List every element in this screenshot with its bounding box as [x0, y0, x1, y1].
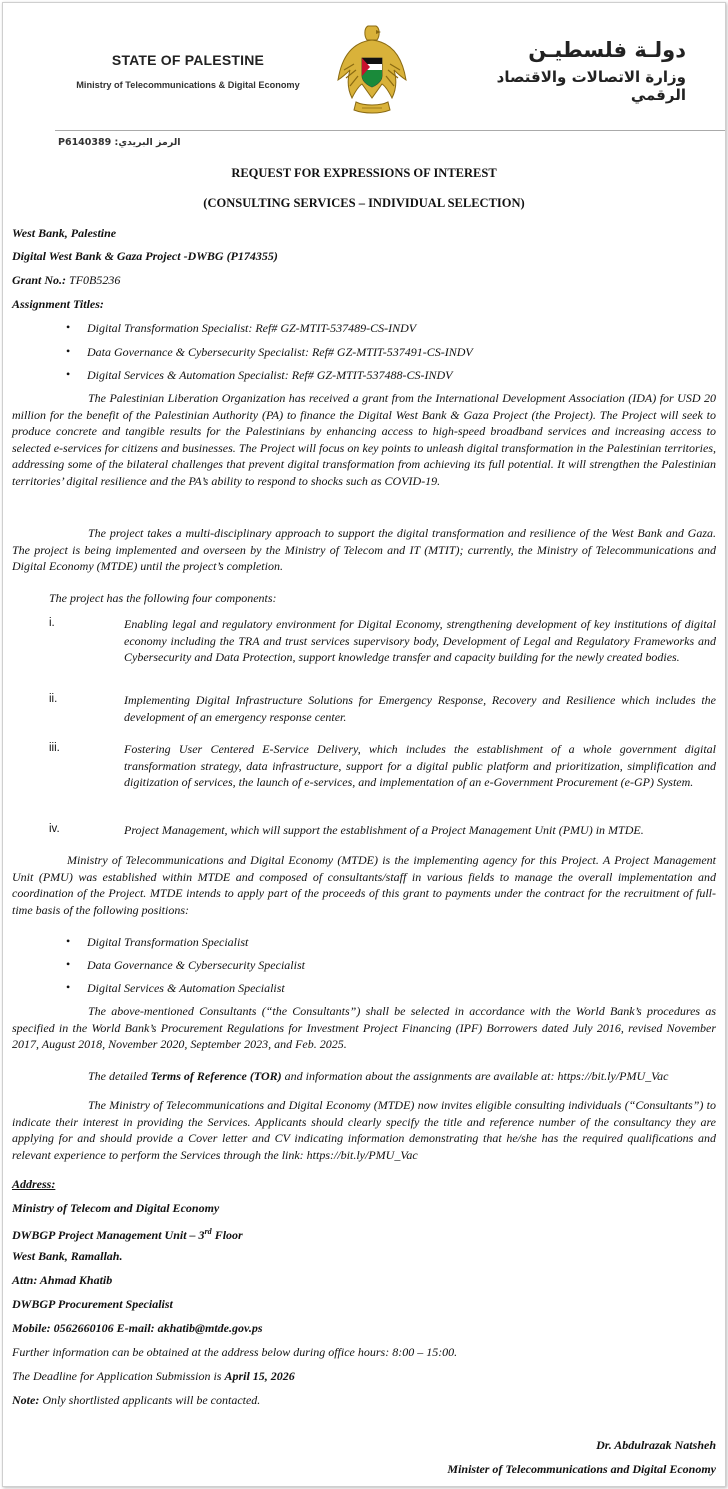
signatory-name: Dr. Abdulrazak Natsheh — [596, 1438, 716, 1452]
paragraph-tor — [88, 1068, 718, 1085]
postal-code: P6140389 :الرمز البريدي — [58, 137, 181, 148]
position-item: Digital Transformation Specialist — [87, 935, 249, 949]
address-label: Address: — [12, 1177, 56, 1191]
ordinal-suffix: rd — [204, 1227, 212, 1236]
state-name-english: STATE OF PALESTINE — [111, 52, 265, 68]
position-item: Digital Services & Automation Specialist — [87, 981, 285, 995]
component-number: iv. — [49, 823, 60, 835]
assignment-titles-label: Assignment Titles: — [12, 297, 104, 311]
grant-number — [12, 272, 120, 289]
tor-link-text: and information about the assignments are available at: https://bit.ly/PMU_Vac — [281, 1069, 669, 1083]
address-line — [12, 1224, 243, 1244]
state-name-arabic: دولـة فلسطيـن — [528, 38, 686, 62]
paragraph-invitation: The Ministry of Telecommunications and Digital Economy (MTDE) now invites eligible consulting individuals (“Consultants”) to indicate their interest in providing the Services. Applicants should clearly specify the title and reference number of the consultancy they are applying for and should provide a Cover letter and CV indicating information demonstrating that he/she has the required qualifications and relevant experience to perform the Services through the link: https://bit.ly/PMU_Vac — [12, 1098, 716, 1162]
paragraph-grant: The Palestinian Liberation Organization has received a grant from the International Development Association (IDA) for USD 20 million for the benefit of the Palestinian Authority (PA) to finance the Digital West Bank & Gaza Project (the Project). The Project will seek to produce concrete and tangible results for the Palestinians by enhancing access to high-speed broadband services and increasing access to selected e-services for citizens and businesses. The Project will focus on key points to unleash digital transformation in the Palestinian territories, addressing some of the bilateral challenges that prevent digital transformation from achieving its full potential. It will strengthen the Palestinian territories’ digital resilience and the PA’s ability to respond to shocks such as COVID-19. — [12, 391, 716, 488]
assignment-item: Digital Services & Automation Specialist: Ref# GZ-MTIT-537488-CS-INDV — [87, 368, 453, 382]
document-title: REQUEST FOR EXPRESSIONS OF INTEREST — [231, 166, 497, 180]
deadline-date: April 15, 2026 — [224, 1369, 295, 1383]
address-line: West Bank, Ramallah. — [12, 1249, 123, 1263]
letterhead-english — [58, 52, 318, 90]
paragraph-selection: The above-mentioned Consultants (“the Consultants”) shall be selected in accordance with the World Bank’s procedures as specified in the World Bank’s Procurement Regulations for Investment Project Financing (IPF) Borrowers dated July 2016, revised November 2017, August 2018, November 2020, September 2023, and Feb. 2025. — [12, 1004, 716, 1051]
address-line: Attn: Ahmad Khatib — [12, 1273, 113, 1287]
palestine-eagle-emblem — [334, 20, 410, 120]
letterhead-arabic — [470, 38, 686, 104]
grant-label: Grant No.: — [12, 273, 67, 287]
office-hours-info: Further information can be obtained at the address below during office hours: 8:00 – 15:00. — [12, 1345, 458, 1359]
address-line: Ministry of Telecom and Digital Economy — [12, 1201, 220, 1215]
location: West Bank, Palestine — [12, 226, 117, 240]
signatory-title: Minister of Telecommunications and Digital Economy — [447, 1462, 716, 1476]
bullet-icon: • — [66, 934, 71, 948]
header-divider — [55, 130, 725, 131]
bullet-icon: • — [66, 367, 71, 381]
grant-value: TF0B5236 — [66, 273, 121, 287]
component-text: Fostering User Centered E-Service Delivery, which includes the establishment of a whole government digital transformation strategy, data infrastructure, support for a digital public platform and prioritization, simplification and digitization of services, the launch of e-services, and implementation of an e-Government Procurement (e-GP) System. — [124, 742, 716, 789]
tor-text-pre: The detailed — [88, 1069, 151, 1083]
tor-label: Terms of Reference (TOR) — [150, 1069, 282, 1083]
position-item: Data Governance & Cybersecurity Specialist — [87, 958, 305, 972]
component-number: i. — [49, 617, 55, 629]
contact-line: Mobile: 0562660106 E-mail: akhatib@mtde.gov.ps — [12, 1321, 263, 1335]
note — [12, 1392, 260, 1409]
document-subtitle: (CONSULTING SERVICES – INDIVIDUAL SELECTION) — [203, 196, 525, 210]
address-line: DWBGP Procurement Specialist — [12, 1297, 173, 1311]
address-floor-pre: DWBGP Project Management Unit – 3 — [12, 1228, 205, 1242]
bullet-icon: • — [66, 980, 71, 994]
bullet-icon: • — [66, 957, 71, 971]
bullet-icon: • — [66, 320, 71, 334]
deadline-label: The Deadline for Application Submission is — [12, 1369, 225, 1383]
component-text: Enabling legal and regulatory environment for Digital Economy, strengthening development of key institutions of digital economy including the TRA and trust services supervisory body, Development of Legal and Regulatory Frameworks and Cybersecurity and Data Protection, support knowledge transfer and capacity building for the newly created bodies. — [124, 617, 716, 664]
component-number: iii. — [49, 742, 60, 754]
component-number: ii. — [49, 693, 58, 705]
assignment-item: Data Governance & Cybersecurity Specialist: Ref# GZ-MTIT-537491-CS-INDV — [87, 345, 473, 359]
assignment-item: Digital Transformation Specialist: Ref# GZ-MTIT-537489-CS-INDV — [87, 321, 417, 335]
components-intro: The project has the following four components: — [49, 591, 277, 605]
paragraph-approach: The project takes a multi-disciplinary approach to support the digital transformation and resilience of the West Bank and Gaza. The project is being implemented and overseen by the Ministry of Telecom and IT (MTIT); currently, the Ministry of Telecommunications and Digital Economy (MTDE) until the project’s completion. — [12, 526, 716, 573]
component-text: Project Management, which will support the establishment of a Project Management Unit (PMU) in MTDE. — [124, 823, 644, 837]
note-text: Only shortlisted applicants will be contacted. — [39, 1393, 261, 1407]
paragraph-implementing-agency: Ministry of Telecommunications and Digital Economy (MTDE) is the implementing agency for this Project. A Project Management Unit (PMU) was established within MTDE and composed of consultants/staff in various fields to manage the overall implementation and coordination of the Project. MTDE intends to apply part of the proceeds of this grant to payments under the contract for the recruitment of full-time basis of the following positions: — [12, 853, 716, 917]
component-text: Implementing Digital Infrastructure Solutions for Emergency Response, Recovery and Resilience which includes the development of an emergency response center. — [124, 693, 716, 724]
deadline — [12, 1368, 295, 1385]
ministry-name-arabic: وزارة الاتصالات والاقتصاد الرقمي — [496, 68, 686, 104]
bullet-icon: • — [66, 344, 71, 358]
ministry-name-english: Ministry of Telecommunications & Digital Economy — [76, 80, 300, 90]
address-floor-post: Floor — [211, 1228, 243, 1242]
note-label: Note: — [12, 1393, 40, 1407]
project-name: Digital West Bank & Gaza Project -DWBG (P174355) — [12, 249, 278, 263]
